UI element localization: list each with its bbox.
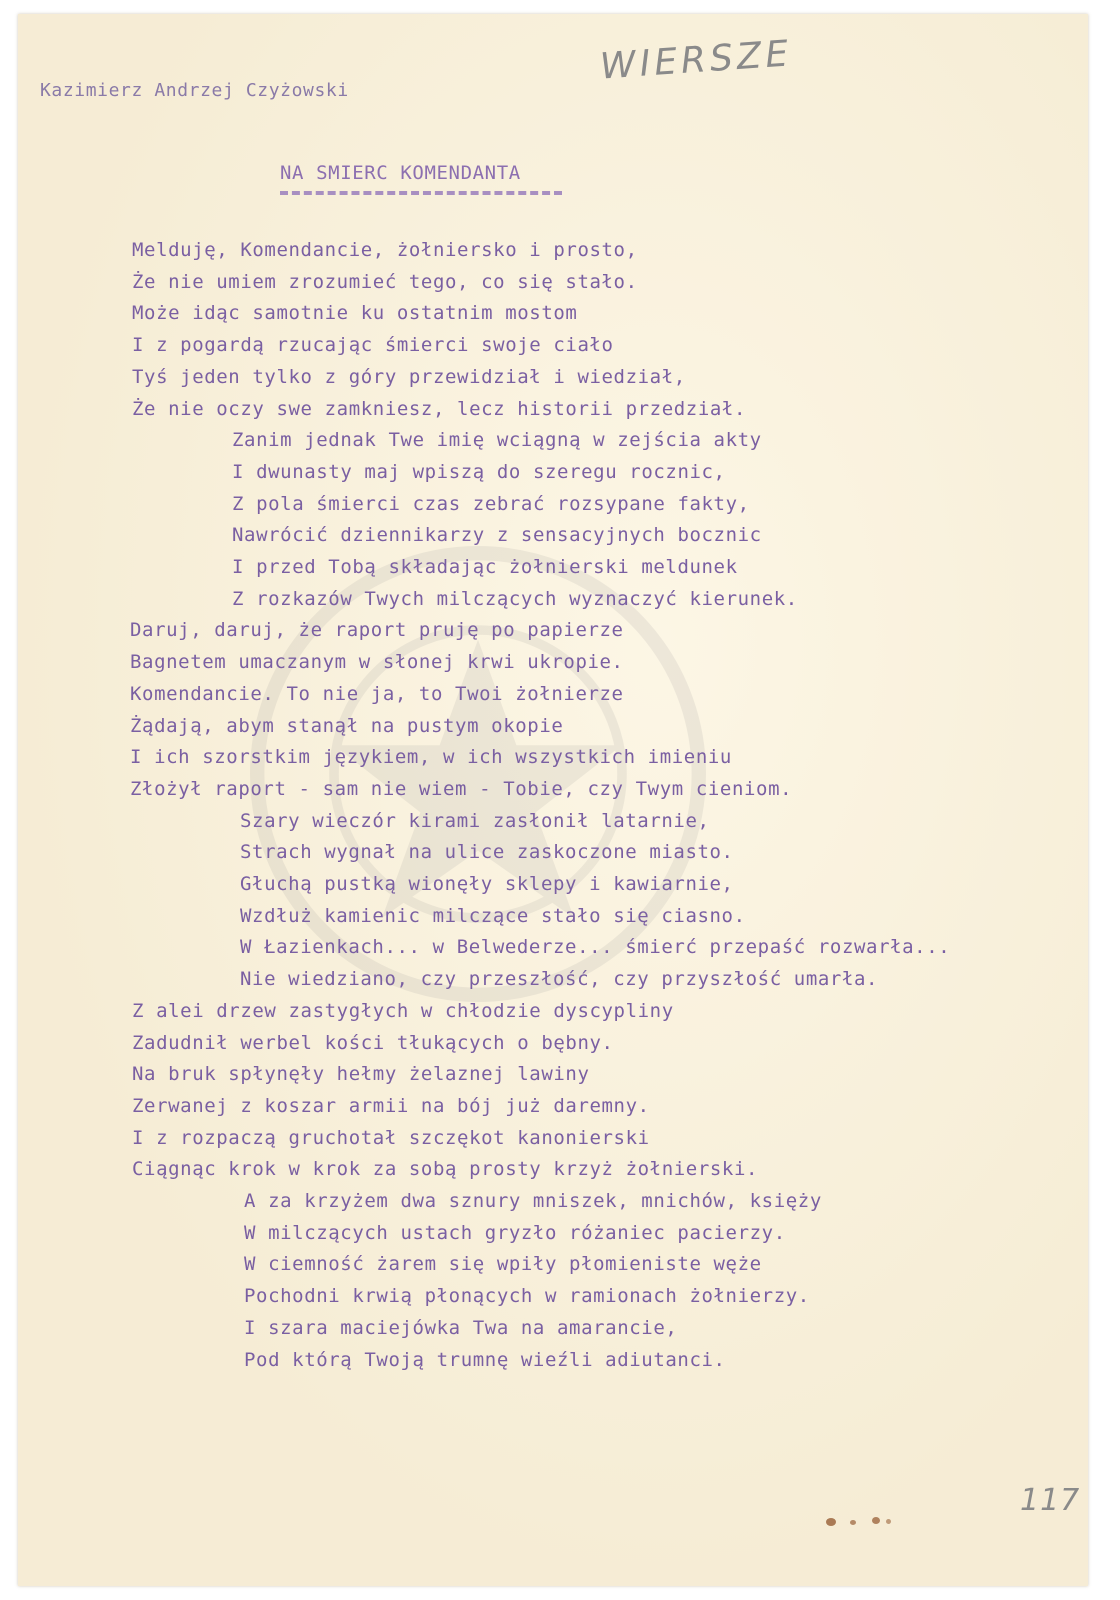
poem-line: Może idąc samotnie ku ostatnim mostom <box>132 302 578 324</box>
ink-stain <box>850 1520 856 1525</box>
poem-line: Pod którą Twoją trumnę wieźli adiutanci. <box>244 1349 726 1371</box>
poem-line: W milczących ustach gryzło różaniec pacierzy. <box>244 1222 786 1244</box>
poem-line: Daruj, daruj, że raport pruję po papierze <box>130 619 624 641</box>
poem-line: Nie wiedziano, czy przeszłość, czy przyszłość umarła. <box>240 968 879 990</box>
poem-line: Tyś jeden tylko z góry przewidział i wiedział, <box>132 366 686 388</box>
poem-title: NA SMIERC KOMENDANTA <box>280 162 521 184</box>
poem-line: W ciemność żarem się wpiły płomieniste węże <box>244 1253 762 1275</box>
author-name: Kazimierz Andrzej Czyżowski <box>40 80 349 101</box>
poem-line: Że nie umiem zrozumieć tego, co się stało. <box>132 271 638 293</box>
poem-line: Bagnetem umaczanym w słonej krwi ukropie. <box>130 651 624 673</box>
ink-stain <box>826 1518 836 1526</box>
poem-line: I szara maciejówka Twa na amarancie, <box>244 1317 678 1339</box>
poem-line: Żądają, abym stanął na pustym okopie <box>130 715 564 737</box>
poem-line: Wzdłuż kamienic milczące stało się ciasno. <box>240 905 746 927</box>
poem-line: Zadudnił werbel kości tłukących o bębny. <box>132 1032 614 1054</box>
poem-line: Zerwanej z koszar armii na bój już daremny. <box>132 1095 650 1117</box>
poem-line: W Łazienkach... w Belwederze... śmierć przepaść rozwarła... <box>240 936 951 958</box>
poem-line: Że nie oczy swe zamkniesz, lecz historii przedział. <box>132 398 746 420</box>
handwritten-heading: WIERSZE <box>598 33 794 88</box>
ink-stain <box>886 1519 891 1524</box>
poem-line: I z pogardą rzucając śmierci swoje ciało <box>132 334 614 356</box>
poem-line: Pochodni krwią płonących w ramionach żołnierzy. <box>244 1285 810 1307</box>
poem-line: Z pola śmierci czas zebrać rozsypane fakty, <box>232 493 750 515</box>
poem-line: Szary wieczór kirami zasłonił latarnie, <box>240 810 710 832</box>
page-number: 117 <box>1020 1483 1081 1518</box>
poem-line: Melduję, Komendancie, żołniersko i prosto, <box>132 239 638 261</box>
document-page <box>18 14 1088 1586</box>
poem-line: I z rozpaczą gruchotał szczękot kanonierski <box>132 1127 650 1149</box>
poem-line: Z rozkazów Twych milczących wyznaczyć kierunek. <box>232 588 798 610</box>
poem-line: Złożył raport - sam nie wiem - Tobie, czy Twym cieniom. <box>130 778 793 800</box>
poem-line: Komendancie. To nie ja, to Twoi żołnierze <box>130 683 624 705</box>
poem-line: I dwunasty maj wpiszą do szeregu rocznic, <box>232 461 726 483</box>
poem-line: Ciągnąc krok w krok za sobą prosty krzyż żołnierski. <box>132 1158 759 1180</box>
poem-line: I przed Tobą składając żołnierski meldunek <box>232 556 738 578</box>
poem-line: Z alei drzew zastygłych w chłodzie dyscypliny <box>132 1000 674 1022</box>
poem-line: Głuchą pustką wionęły sklepy i kawiarnie, <box>240 873 734 895</box>
poem-line: I ich szorstkim językiem, w ich wszystkich imieniu <box>130 746 732 768</box>
poem-line: Na bruk spłynęły hełmy żelaznej lawiny <box>132 1063 590 1085</box>
poem-line: Zanim jednak Twe imię wciągną w zejścia akty <box>232 429 762 451</box>
poem-line: Strach wygnał na ulice zaskoczone miasto. <box>240 841 734 863</box>
title-underline <box>280 191 562 195</box>
poem-line: A za krzyżem dwa sznury mniszek, mnichów, księży <box>244 1190 822 1212</box>
poem-line: Nawrócić dziennikarzy z sensacyjnych bocznic <box>232 524 762 546</box>
ink-stain <box>872 1517 880 1524</box>
